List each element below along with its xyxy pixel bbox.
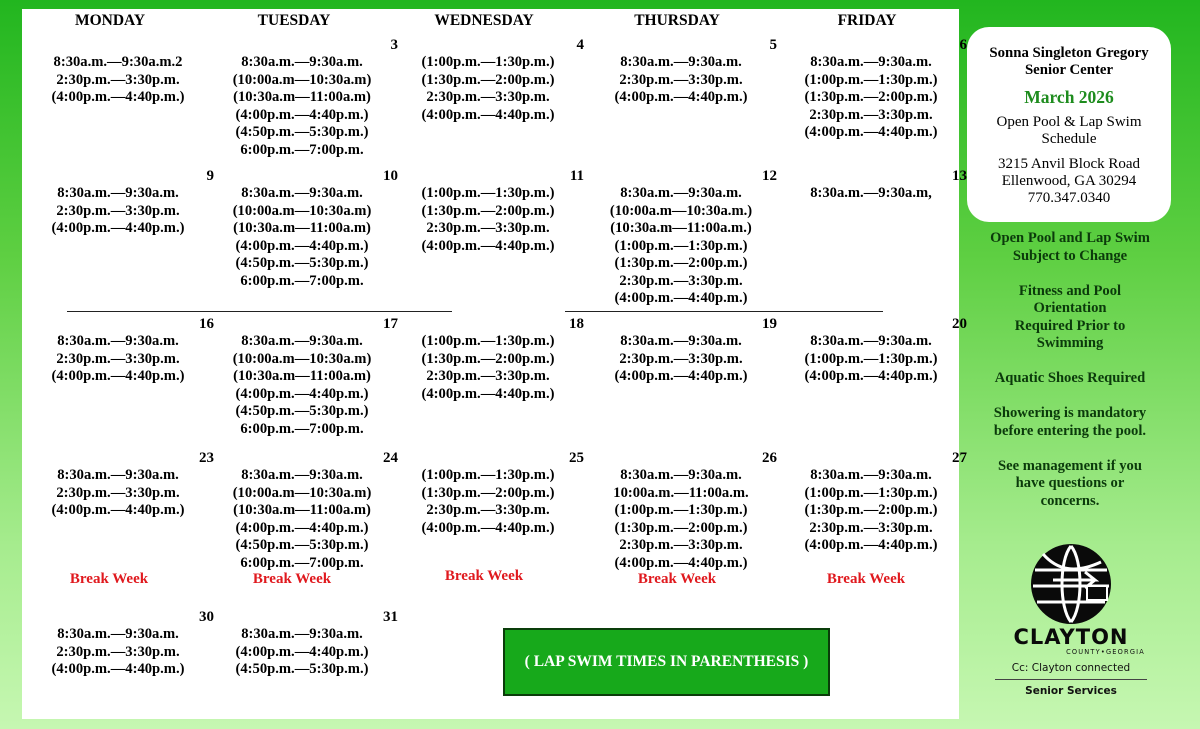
time-slot: 8:30a.m.—9:30a.m. xyxy=(810,54,932,70)
time-slot: (10:00a.m—10:30a.m.) xyxy=(609,202,753,219)
time-slots xyxy=(214,333,390,438)
day-header-monday: MONDAY xyxy=(74,12,146,29)
time-slot: 2:30p.m.—3:30p.m. xyxy=(56,71,180,88)
date-number: 26 xyxy=(762,450,777,466)
time-slot: 10:00a.m.—11:00a.m. xyxy=(613,484,749,501)
time-slot: 2:30p.m.—3:30p.m. xyxy=(809,519,933,536)
time-slots xyxy=(400,185,576,255)
time-slot: (4:00p.m.—4:40p.m.) xyxy=(235,106,369,123)
date-number: 31 xyxy=(383,609,398,625)
time-slots xyxy=(30,185,206,238)
note-line: before entering the pool. xyxy=(993,422,1147,439)
break-week-label: Break Week xyxy=(444,568,524,584)
time-slots xyxy=(593,54,769,107)
time-slots xyxy=(214,626,390,679)
department-name: Senior Services xyxy=(1025,685,1117,697)
note-line: Showering is mandatory xyxy=(993,405,1147,421)
time-slot: 8:30a.m.—9:30a.m. xyxy=(810,333,932,349)
time-slot: (4:00p.m.—4:40p.m.) xyxy=(614,554,748,571)
day-header-tuesday: TUESDAY xyxy=(257,12,331,29)
time-slot: 2:30p.m.—3:30p.m. xyxy=(426,220,550,236)
date-number: 9 xyxy=(206,168,214,184)
note-item xyxy=(972,283,1168,353)
time-slot: 8:30a.m.—9:30a.m. xyxy=(620,467,742,483)
time-slot: (4:00p.m.—4:40p.m.) xyxy=(235,519,369,536)
logo-wordmark: CLAYTON xyxy=(1013,625,1129,649)
time-slot: 8:30a.m.—9:30a.m. xyxy=(57,626,179,642)
date-number: 16 xyxy=(199,316,214,332)
note-item xyxy=(972,370,1168,388)
time-slot: (4:00p.m.—4:40p.m.) xyxy=(51,89,185,105)
time-slot: (4:00p.m.—4:40p.m.) xyxy=(804,368,938,384)
date-number: 30 xyxy=(199,609,214,625)
time-slot: (1:30p.m.—2:00p.m.) xyxy=(421,484,555,501)
time-slots xyxy=(593,333,769,386)
time-slot: 2:30p.m.—3:30p.m. xyxy=(426,502,550,518)
time-slot: (1:00p.m.—1:30p.m.) xyxy=(421,185,555,201)
note-line: Required Prior to xyxy=(1014,317,1126,334)
globe-icon xyxy=(1029,540,1113,628)
lap-swim-legend: ( LAP SWIM TIMES IN PARENTHESIS ) xyxy=(503,628,830,696)
time-slot: 6:00p.m.—7:00p.m. xyxy=(240,272,364,289)
time-slot: 2:30p.m.—3:30p.m. xyxy=(56,202,180,219)
date-number: 23 xyxy=(199,450,214,466)
logo-subtitle: COUNTY•GEORGIA xyxy=(1066,648,1145,656)
time-slot: (4:50p.m.—5:30p.m.) xyxy=(235,537,369,553)
time-slots xyxy=(783,467,959,555)
time-slot: (1:30p.m.—2:00p.m.) xyxy=(804,89,938,105)
time-slot: (1:00p.m.—1:30p.m.) xyxy=(421,467,555,483)
date-number: 4 xyxy=(576,37,584,53)
break-week-label: Break Week xyxy=(826,571,906,587)
time-slots xyxy=(783,54,959,142)
logo-tagline: Cc: Clayton connected xyxy=(995,662,1147,680)
time-slot: 8:30a.m.—9:30a.m. xyxy=(57,333,179,349)
time-slot: (1:00p.m.—1:30p.m.) xyxy=(421,54,555,70)
time-slot: (10:30a.m—11:00a.m) xyxy=(233,368,371,384)
schedule-month: March 2026 xyxy=(1024,87,1114,107)
time-slots xyxy=(593,467,769,572)
time-slots xyxy=(400,333,576,403)
time-slot: (4:00p.m.—4:40p.m.) xyxy=(421,237,555,254)
time-slot: 2:30p.m.—3:30p.m. xyxy=(426,368,550,384)
time-slot: (1:30p.m.—2:00p.m.) xyxy=(614,519,748,536)
break-week-label: Break Week xyxy=(69,571,149,587)
note-line: Fitness and Pool xyxy=(1018,282,1122,299)
calendar-grid xyxy=(22,9,967,719)
time-slots xyxy=(400,54,576,124)
divider-line xyxy=(67,311,452,312)
time-slot: (10:00a.m—10:30a.m) xyxy=(232,484,372,501)
center-info-card xyxy=(967,27,1171,222)
time-slot: 2:30p.m.—3:30p.m. xyxy=(56,350,180,367)
time-slot: (4:00p.m.—4:40p.m.) xyxy=(235,385,369,402)
time-slot: 2:30p.m.—3:30p.m. xyxy=(56,484,180,501)
note-line: concerns. xyxy=(1040,492,1100,509)
time-slot: (1:00p.m.—1:30p.m.) xyxy=(804,71,938,88)
date-number: 3 xyxy=(390,37,398,53)
pool-rules-notes xyxy=(972,230,1168,528)
time-slot: 8:30a.m.—9:30a.m, xyxy=(810,185,932,201)
note-line: Subject to Change xyxy=(1012,247,1128,264)
time-slot: (10:00a.m—10:30a.m) xyxy=(232,202,372,219)
time-slot: 2:30p.m.—3:30p.m. xyxy=(809,106,933,123)
time-slot: (4:00p.m.—4:40p.m.) xyxy=(421,106,555,123)
center-phone: 770.347.0340 xyxy=(1027,190,1111,206)
time-slot: (10:30a.m—11:00a.m) xyxy=(233,89,371,105)
time-slots xyxy=(400,467,576,537)
note-line: Orientation xyxy=(1033,300,1107,316)
time-slot: 8:30a.m.—9:30a.m. xyxy=(241,185,363,201)
time-slot: 2:30p.m.—3:30p.m. xyxy=(619,350,743,367)
clayton-county-logo xyxy=(995,540,1147,697)
time-slots xyxy=(593,185,769,308)
time-slot: 2:30p.m.—3:30p.m. xyxy=(619,537,743,553)
time-slot: (4:00p.m.—4:40p.m.) xyxy=(614,89,748,105)
time-slot: 6:00p.m.—7:00p.m. xyxy=(240,141,364,158)
date-number: 18 xyxy=(569,316,584,332)
time-slot: (4:00p.m.—4:40p.m.) xyxy=(804,537,938,553)
time-slot: (1:00p.m.—1:30p.m.) xyxy=(421,333,555,349)
time-slot: 8:30a.m.—9:30a.m. xyxy=(57,467,179,483)
time-slot: 6:00p.m.—7:00p.m. xyxy=(240,420,364,437)
time-slots xyxy=(783,185,959,203)
date-number: 13 xyxy=(952,168,967,184)
time-slot: (4:00p.m.—4:40p.m.) xyxy=(421,385,555,402)
time-slot: (1:30p.m.—2:00p.m.) xyxy=(614,255,748,271)
day-header-thursday: THURSDAY xyxy=(634,12,720,29)
time-slot: (4:00p.m.—4:40p.m.) xyxy=(421,519,555,536)
time-slot: (10:30a.m—11:00a.m) xyxy=(233,220,371,236)
date-number: 17 xyxy=(383,316,398,332)
time-slot: (4:50p.m.—5:30p.m.) xyxy=(235,124,369,140)
time-slot: 2:30p.m.—3:30p.m. xyxy=(619,272,743,289)
time-slots xyxy=(214,54,390,159)
time-slot: (4:50p.m.—5:30p.m.) xyxy=(235,255,369,271)
time-slot: (1:30p.m.—2:00p.m.) xyxy=(421,350,555,367)
day-header-wednesday: WEDNESDAY xyxy=(434,12,534,29)
date-number: 10 xyxy=(383,168,398,184)
date-number: 25 xyxy=(569,450,584,466)
time-slot: (4:00p.m.—4:40p.m.) xyxy=(235,643,369,660)
time-slot: (10:00a.m—10:30a.m) xyxy=(232,350,372,367)
time-slot: 8:30a.m.—9:30a.m. xyxy=(241,54,363,70)
time-slot: 2:30p.m.—3:30p.m. xyxy=(56,643,180,660)
time-slot: (4:00p.m.—4:40p.m.) xyxy=(804,124,938,140)
time-slot: (4:00p.m.—4:40p.m.) xyxy=(51,220,185,236)
time-slot: 6:00p.m.—7:00p.m. xyxy=(240,554,364,571)
time-slot: 8:30a.m.—9:30a.m. xyxy=(620,333,742,349)
time-slot: 8:30a.m.—9:30a.m. xyxy=(241,467,363,483)
time-slot: (4:00p.m.—4:40p.m.) xyxy=(51,661,185,677)
schedule-title: Open Pool & Lap Swim Schedule xyxy=(996,114,1142,147)
note-item xyxy=(972,405,1168,440)
time-slot: 8:30a.m.—9:30a.m. xyxy=(57,185,179,201)
note-line: have questions or xyxy=(1015,475,1125,491)
time-slot: (4:50p.m.—5:30p.m.) xyxy=(235,661,369,677)
time-slots xyxy=(783,333,959,386)
note-item xyxy=(972,230,1168,265)
time-slot: (1:30p.m.—2:00p.m.) xyxy=(421,71,555,88)
date-number: 27 xyxy=(952,450,967,466)
time-slot: (1:30p.m.—2:00p.m.) xyxy=(804,502,938,518)
note-item xyxy=(972,458,1168,511)
time-slot: (4:00p.m.—4:40p.m.) xyxy=(51,368,185,384)
divider-line xyxy=(565,311,883,312)
day-header-friday: FRIDAY xyxy=(837,12,897,29)
note-line: Aquatic Shoes Required xyxy=(994,370,1146,386)
time-slot: (1:00p.m.—1:30p.m.) xyxy=(804,350,938,367)
center-name: Sonna Singleton Gregory Senior Center xyxy=(989,45,1149,78)
date-number: 6 xyxy=(959,37,967,53)
date-number: 12 xyxy=(762,168,777,184)
time-slots xyxy=(30,467,206,520)
time-slot: (4:50p.m.—5:30p.m.) xyxy=(235,403,369,419)
time-slots xyxy=(214,185,390,290)
time-slots xyxy=(30,54,206,107)
date-number: 11 xyxy=(569,168,584,184)
note-line: See management if you xyxy=(998,457,1142,474)
time-slot: 8:30a.m.—9:30a.m.2 xyxy=(53,54,183,70)
time-slot: (1:00p.m.—1:30p.m.) xyxy=(614,502,748,518)
break-week-label: Break Week xyxy=(252,571,332,587)
note-line: Swimming xyxy=(1036,335,1104,351)
date-number: 20 xyxy=(952,316,967,332)
time-slot: (4:00p.m.—4:40p.m.) xyxy=(614,290,748,306)
time-slot: (1:00p.m.—1:30p.m.) xyxy=(614,237,748,254)
time-slot: (10:30a.m—11:00a.m) xyxy=(233,502,371,518)
time-slots xyxy=(214,467,390,572)
date-number: 5 xyxy=(769,37,777,53)
date-number: 19 xyxy=(762,316,777,332)
time-slot: 8:30a.m.—9:30a.m. xyxy=(810,467,932,483)
time-slot: 8:30a.m.—9:30a.m. xyxy=(620,185,742,201)
time-slot: (10:00a.m—10:30a.m) xyxy=(232,71,372,88)
time-slot: (4:00p.m.—4:40p.m.) xyxy=(235,237,369,254)
time-slot: 8:30a.m.—9:30a.m. xyxy=(620,54,742,70)
time-slots xyxy=(30,626,206,679)
break-week-label: Break Week xyxy=(637,571,717,587)
time-slot: (1:00p.m.—1:30p.m.) xyxy=(804,484,938,501)
time-slot: 8:30a.m.—9:30a.m. xyxy=(241,333,363,349)
center-address: 3215 Anvil Block Road Ellenwood, GA 30294 770.347.0340 xyxy=(967,156,1171,207)
time-slot: 2:30p.m.—3:30p.m. xyxy=(619,71,743,88)
time-slots xyxy=(30,333,206,386)
note-line: Open Pool and Lap Swim xyxy=(990,230,1150,246)
time-slot: 2:30p.m.—3:30p.m. xyxy=(426,89,550,105)
time-slot: (4:00p.m.—4:40p.m.) xyxy=(51,502,185,518)
time-slot: (4:00p.m.—4:40p.m.) xyxy=(614,368,748,384)
time-slot: (10:30a.m—11:00a.m.) xyxy=(610,220,752,236)
date-number: 24 xyxy=(383,450,398,466)
time-slot: (1:30p.m.—2:00p.m.) xyxy=(421,202,555,219)
time-slot: 8:30a.m.—9:30a.m. xyxy=(241,626,363,642)
